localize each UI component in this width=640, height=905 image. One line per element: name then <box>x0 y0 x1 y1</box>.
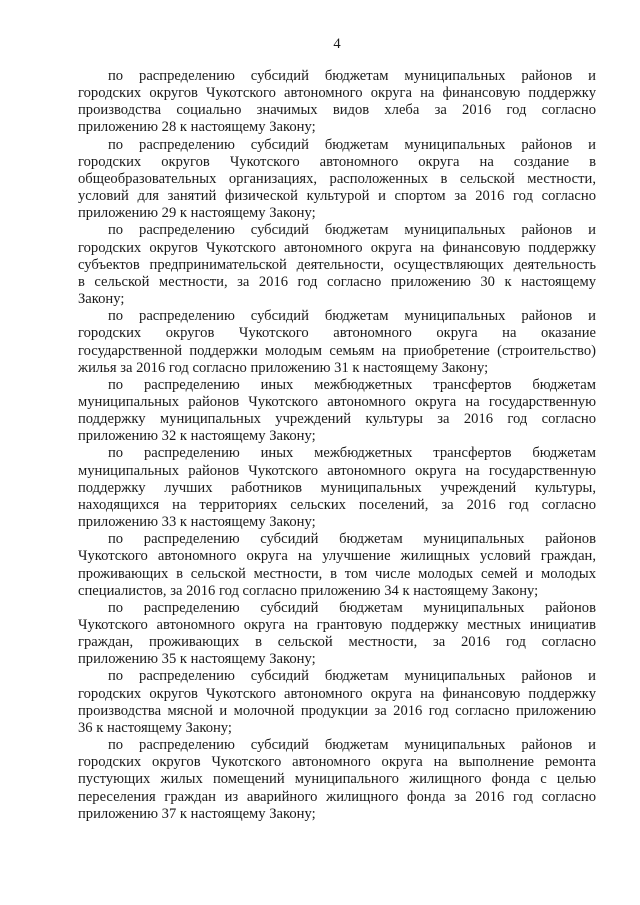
document-body <box>78 68 596 823</box>
paragraph-line: поддержку муниципальных учреждений культуры за 2016 год согласно <box>78 411 596 428</box>
paragraph-line: субъектов предпринимательской деятельности, осуществляющих деятельность <box>78 256 596 273</box>
paragraph-line: городских округов Чукотского автономного округа на создание в <box>78 153 596 170</box>
paragraph-line: условий для занятий физической культурой и спортом за 2016 год согласно <box>78 188 596 205</box>
paragraph-line: городских округов Чукотского автономного округа на финансовую поддержку <box>78 85 596 102</box>
paragraph-line: по распределению субсидий бюджетам муниципальных районов и <box>108 308 596 325</box>
paragraph-line: общеобразовательных организациях, расположенных в сельской местности, <box>78 170 596 187</box>
paragraph-line: Закону; <box>78 291 125 308</box>
paragraph <box>78 445 596 531</box>
paragraph <box>78 531 596 600</box>
paragraph-line: приложению 37 к настоящему Закону; <box>78 805 316 822</box>
paragraph-line: Чукотского автономного округа на улучшение жилищных условий граждан, <box>78 548 596 565</box>
paragraph <box>78 600 596 669</box>
paragraph-line: городских округов Чукотского автономного округа на финансовую поддержку <box>78 685 596 702</box>
paragraph <box>78 68 596 137</box>
paragraph-line: по распределению субсидий бюджетам муниципальных районов и <box>108 668 596 685</box>
paragraph-line: по распределению субсидий бюджетам муниципальных районов <box>108 531 596 548</box>
paragraph-line: по распределению субсидий бюджетам муниципальных районов <box>108 599 596 616</box>
paragraph-line: муниципальных районов Чукотского автономного округа на государственную <box>78 462 596 479</box>
paragraph-line: приложению 33 к настоящему Закону; <box>78 514 316 531</box>
paragraph-line: по распределению субсидий бюджетам муниципальных районов и <box>108 222 596 239</box>
paragraph-line: в сельской местности, за 2016 год согласно приложению 30 к настоящему <box>78 273 596 290</box>
paragraph-line: 36 к настоящему Закону; <box>78 719 232 736</box>
paragraph-line: жилья за 2016 год согласно приложению 31 к настоящему Закону; <box>78 359 489 376</box>
paragraph-line: по распределению иных межбюджетных трансфертов бюджетам <box>108 376 596 393</box>
paragraph-line: приложению 35 к настоящему Закону; <box>78 651 316 668</box>
paragraph-line: производства социально значимых видов хлеба за 2016 год согласно <box>78 102 596 119</box>
paragraph-line: приложению 28 к настоящему Закону; <box>78 119 316 136</box>
paragraph-line: по распределению субсидий бюджетам муниципальных районов и <box>108 136 596 153</box>
paragraph-line: производства мясной и молочной продукции за 2016 год согласно приложению <box>78 702 596 719</box>
paragraph <box>78 668 596 737</box>
page-number: 4 <box>333 36 341 52</box>
paragraph-line: проживающих в сельской местности, в том числе молодых семей и молодых <box>78 565 596 582</box>
paragraph-line: приложению 29 к настоящему Закону; <box>78 205 316 222</box>
paragraph-line: специалистов, за 2016 год согласно приложению 34 к настоящему Закону; <box>78 582 539 599</box>
paragraph-line: городских округов Чукотского автономного округа на финансовую поддержку <box>78 239 596 256</box>
paragraph-line: находящихся на территориях сельских поселений, за 2016 год согласно <box>78 496 596 513</box>
paragraph-line: граждан, проживающих в сельской местности, за 2016 год согласно <box>78 634 596 651</box>
paragraph <box>78 308 596 377</box>
paragraph-line: приложению 32 к настоящему Закону; <box>78 428 316 445</box>
paragraph-line: городских округов Чукотского автономного округа на оказание <box>78 325 596 342</box>
paragraph-line: по распределению субсидий бюджетам муниципальных районов и <box>108 737 596 754</box>
paragraph-line: Чукотского автономного округа на грантовую поддержку местных инициатив <box>78 617 596 633</box>
paragraph <box>78 137 596 223</box>
paragraph <box>78 737 596 823</box>
paragraph-line: государственной поддержки молодым семьям на приобретение (строительство) <box>78 342 596 359</box>
paragraph-line: по распределению иных межбюджетных трансфертов бюджетам <box>108 445 596 462</box>
paragraph-line: муниципальных районов Чукотского автономного округа на государственную <box>78 393 596 410</box>
paragraph-line: городских округов Чукотского автономного округа на выполнение ремонта <box>78 754 596 771</box>
paragraph <box>78 377 596 446</box>
paragraph-line: переселения граждан из аварийного жилищного фонда за 2016 год согласно <box>78 788 596 805</box>
paragraph-line: по распределению субсидий бюджетам муниципальных районов и <box>108 68 596 84</box>
paragraph-line: пустующих жилых помещений муниципального жилищного фонда с целью <box>78 771 596 788</box>
paragraph <box>78 222 596 308</box>
paragraph-line: поддержку лучших работников муниципальных учреждений культуры, <box>78 479 596 496</box>
